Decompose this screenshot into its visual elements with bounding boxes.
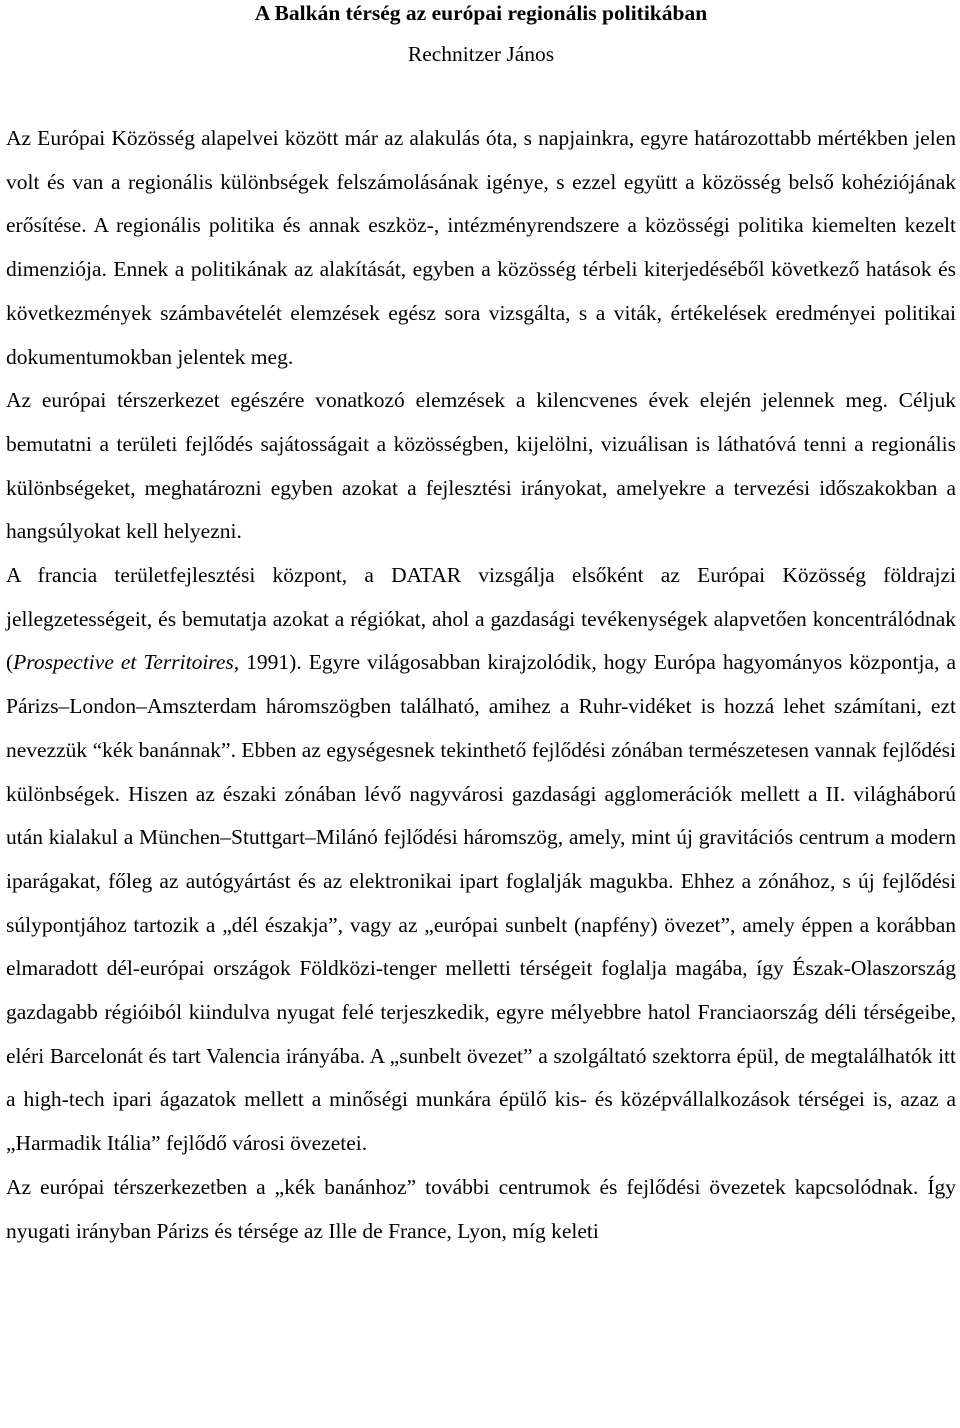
document-body [6,117,956,1253]
paragraph-1 [6,117,956,379]
document-title: A Balkán térség az európai regionális politikában [254,1,708,25]
paragraph-4 [6,1166,956,1253]
citation-title: Prospective et Territoires, [13,650,240,675]
document-page [6,0,956,1253]
paragraph-1-text: Az Európai Közösség alapelvei között már az alakulás óta, s napjainkra, egyre határozottabb mértékben jelen volt és van a regionális különbségek felszámolásának igénye, s ezzel együtt a közösség belső kohéziójának erősítése. A regionális politika és annak eszköz-, intézményrendszere a közösségi politika kiemelten kezelt dimenziója. Ennek a politikának az alakítását, egyben a közösség térbeli kiterjedéséből következő hatások és következmények számbavételét elemzések egész sora vizsgálta, s a viták, értékelések eredményei politikai dokumentumokban jelentek meg. [6,126,956,369]
paragraph-3 [6,554,956,1166]
paragraph-2-text: Az európai térszerkezet egészére vonatkozó elemzések a kilencvenes évek elején jelennek meg. Céljuk bemutatni a területi fejlődés sajátosságait a közösségben, kijelölni, vizuálisan is láthatóvá tenni a regionális különbségeket, meghatározni egyben azokat a fejlesztési irányokat, amelyekre a tervezési időszakokban a hangsúlyokat kell helyezni. [6,388,956,544]
paragraph-4-text: Az európai térszerkezetben a „kék banánhoz” további centrumok és fejlődési övezetek kapcsolódnak. Így nyugati irányban Párizs és térsége az Ille de France, Lyon, míg keleti [6,1174,956,1243]
paragraph-2 [6,379,956,554]
paragraph-3-text-after: 1991). Egyre világosabban kirajzolódik, hogy Európa hagyományos központja, a Párizs–London–Amszterdam háromszögben található, amihez a Ruhr-vidéket is hozzá lehet számítani, ezt nevezzük “kék banánnak”. Ebben az egységesnek tekinthető fejlődési zónában természetesen vannak fejlődési különbségek. Hiszen az északi zónában lévő nagyvárosi gazdasági agglomerációk mellett a II. világháború után kialakul a München–Stuttgart–Milánó fejlődési háromszög, amely, mint új gravitációs centrum a modern iparágakat, főleg az autógyártást és az elektronikai ipart foglalják magukba. Ehhez a zónához, s új fejlődési súlypontjához tartozik a „dél északja”, vagy az „európai sunbelt (napfény) övezet”, amely éppen a korábban elmaradott dél-európai országok Földközi-tenger melletti térségeit foglalja magába, így Észak-Olaszország gazdagabb régióiból kiindulva nyugat felé terjeszkedik, egyre mélyebbre hatol Franciaország déli térségeibe, eléri Barcelonát és tart Valencia irányába. A „sunbelt övezet” a szolgáltató szektorra épül, de megtalálhatók itt a high-tech ipari ágazatok mellett a minőségi munkára épülő kis- és középvállalkozások térségei is, azaz a „Harmadik Itália” fejlődő városi övezetei. [6,650,956,1156]
paragraph-3-text-before: A francia területfejlesztési központ, a DATAR vizsgálja elsőként az Európai Közösség földrajzi jellegzetességeit, és bemutatja azokat a régiókat, ahol a gazdasági tevékenységek alapvetően koncentrálódnak ( [6,563,956,675]
document-author: Rechnitzer János [407,42,555,66]
